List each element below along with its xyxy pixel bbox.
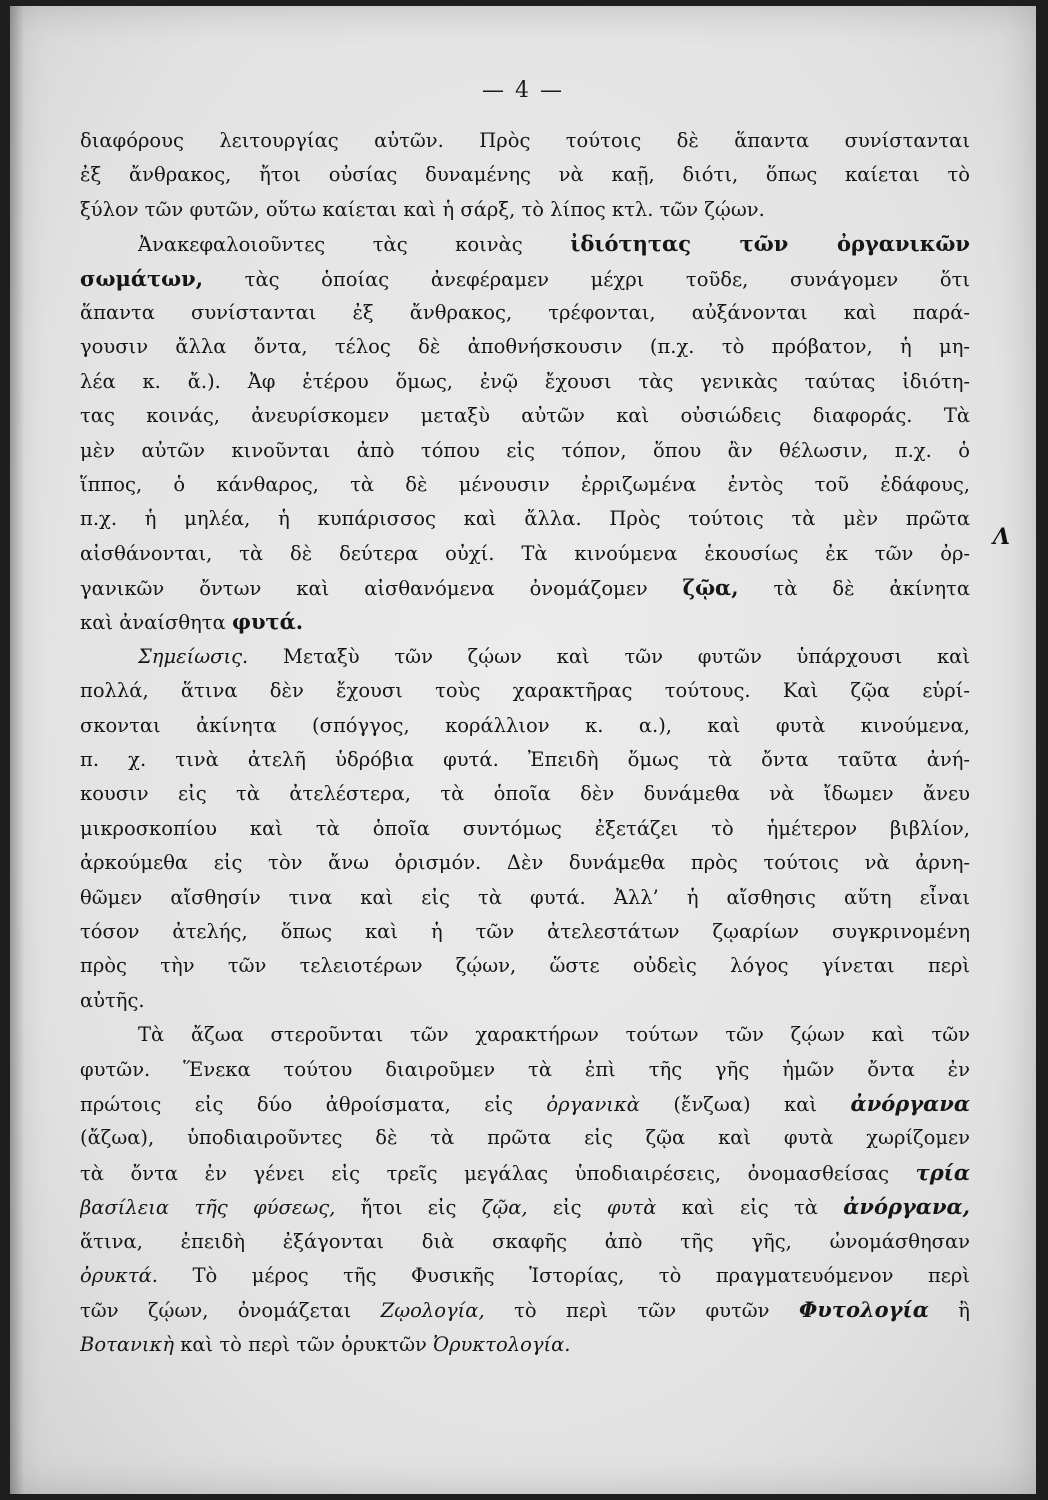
- text-run: Μεταξὺ τῶν ζῴων καὶ τῶν φυτῶν ὑπάρχουσι καὶ: [248, 644, 970, 668]
- text-run: μικροσκοπίου καὶ τὰ ὁποῖα συντόμως ἐξετάζει τὸ ἡμέτερον βιβλίον,: [80, 816, 970, 840]
- text-run: καὶ τὸ περὶ τῶν ὀρυκτῶν: [174, 1332, 434, 1356]
- text-line: [80, 846, 970, 880]
- text-line: [80, 537, 970, 571]
- text-run: τὰ δὲ ἀκίνητα: [738, 577, 970, 601]
- text-line: [80, 881, 970, 915]
- text-run: ἢ: [928, 1299, 970, 1323]
- emphasized-term: ἀνόργανα: [850, 1090, 970, 1116]
- text-line: [80, 434, 970, 468]
- text-line: [80, 1053, 970, 1087]
- emphasized-term: ἀνόργανα,: [843, 1194, 970, 1220]
- italic-term: Βοτανικὴ: [80, 1332, 174, 1356]
- text-line: [80, 1328, 970, 1362]
- text-line: [80, 296, 970, 330]
- text-run: κουσιν εἰς τὰ ἀτελέστερα, τὰ ὁποῖα δὲν δυνάμεθα νὰ ἴδωμεν ἄνευ: [80, 782, 970, 806]
- text-line: [80, 949, 970, 983]
- text-run: αὐτῆς.: [80, 988, 145, 1012]
- text-run: τας κοινάς, ἀνευρίσκομεν μεταξὺ αὐτῶν καὶ οὐσιώδεις διαφοράς. Τὰ: [80, 404, 970, 428]
- text-line: [80, 605, 970, 639]
- text-run: γανικῶν ὄντων καὶ αἰσθανόμενα ὀνομάζομεν: [80, 577, 683, 601]
- text-run: ἀρκούμεθα εἰς τὸν ἄνω ὁρισμόν. Δὲν δυνάμεθα πρὸς τούτοις νὰ ἀρνη-: [80, 851, 970, 875]
- text-line: [80, 1293, 970, 1327]
- text-line: [80, 124, 970, 158]
- text-line: [80, 1018, 970, 1052]
- emphasized-term: φυτά.: [231, 609, 304, 635]
- emphasized-term: σωμάτων,: [80, 265, 204, 291]
- italic-term: Σημείωσις.: [138, 644, 249, 668]
- text-run: (ἔνζωα) καὶ: [639, 1092, 851, 1116]
- text-line: [80, 399, 970, 433]
- text-run: λέα κ. ἄ.). Ἀφ ἑτέρου ὅμως, ἐνῷ ἔχουσι τὰς γενικὰς ταύτας ἰδιότη-: [80, 369, 970, 393]
- text-line: [80, 1156, 970, 1190]
- text-line: [80, 984, 970, 1018]
- text-line: [80, 640, 970, 674]
- italic-term: Ὀρυκτολογία.: [433, 1332, 571, 1356]
- italic-term: Ζῳολογία,: [380, 1299, 485, 1323]
- text-line: [80, 158, 970, 192]
- text-run: πολλά, ἅτινα δὲν ἔχουσι τοὺς χαρακτῆρας τούτους. Καὶ ζῷα εὑρί-: [80, 679, 970, 703]
- italic-term: ὀρυκτά.: [80, 1263, 158, 1287]
- text-run: (ἄζωα), ὑποδιαιροῦντες δὲ τὰ πρῶτα εἰς ζῷα καὶ φυτὰ χωρίζομεν: [80, 1126, 970, 1150]
- text-run: θῶμεν αἴσθησίν τινα καὶ εἰς τὰ φυτά. Ἀλλ’ ἡ αἴσθησις αὕτη εἶναι: [80, 885, 970, 909]
- emphasized-term: ζῷα,: [682, 575, 739, 601]
- text-line: [80, 1225, 970, 1259]
- text-run: ἐξ ἄνθρακος, ἤτοι οὐσίας δυναμένης νὰ καῇ, διότι, ὅπως καίεται τὸ: [80, 163, 970, 187]
- text-run: τὰ ὄντα ἐν γένει εἰς τρεῖς μεγάλας ὑποδιαιρέσεις, ὀνομασθείσας: [80, 1161, 916, 1185]
- text-line: [80, 777, 970, 811]
- text-run: καὶ εἰς τὰ: [656, 1196, 844, 1220]
- text-run: σκονται ἀκίνητα (σπόγγος, κοράλλιον κ. α.), καὶ φυτὰ κινούμενα,: [80, 713, 970, 737]
- text-run: γουσιν ἄλλα ὄντα, τέλος δὲ ἀποθνήσκουσιν (π.χ. τὸ πρόβατον, ἡ μη-: [80, 335, 970, 359]
- text-run: Ἀνακεφαλοιοῦντες τὰς κοινὰς: [138, 233, 571, 257]
- text-run: τὸ περὶ τῶν φυτῶν: [484, 1299, 799, 1323]
- italic-term: ὀργανικὰ: [546, 1092, 640, 1116]
- text-run: ἅτινα, ἐπειδὴ ἐξάγονται διὰ σκαφῆς ἀπὸ τῆς γῆς, ὠνομάσθησαν: [80, 1229, 970, 1253]
- text-run: καὶ ἀναίσθητα: [80, 611, 232, 635]
- text-line: [80, 468, 970, 502]
- text-line: [80, 502, 970, 536]
- text-run: τὰς ὁποίας ἀνεφέραμεν μέχρι τοῦδε, συνάγομεν ὅτι: [203, 267, 970, 291]
- text-run: αἰσθάνονται, τὰ δὲ δεύτερα οὐχί. Τὰ κινούμενα ἑκουσίως ἐκ τῶν ὀρ-: [80, 541, 970, 565]
- text-run: Τὸ μέρος τῆς Φυσικῆς Ἱστορίας, τὸ πραγματευόμενον περὶ: [158, 1263, 970, 1287]
- italic-term: βασίλεια τῆς φύσεως,: [80, 1196, 336, 1220]
- text-run: ἅπαντα συνίστανται ἐξ ἄνθρακος, τρέφονται, αὐξάνονται καὶ παρά-: [80, 300, 970, 324]
- text-line: [80, 330, 970, 364]
- text-run: μὲν αὐτῶν κινοῦνται ἀπὸ τόπου εἰς τόπον, ὅπου ἂν θέλωσιν, π.χ. ὁ: [80, 438, 970, 462]
- text-line: [80, 709, 970, 743]
- text-line: [80, 743, 970, 777]
- text-line: [80, 812, 970, 846]
- emphasized-term: ἰδιότητας τῶν ὀργανικῶν: [570, 231, 970, 257]
- text-run: τῶν ζῴων, ὀνομάζεται: [80, 1299, 381, 1323]
- text-run: διαφόρους λειτουργίας αὐτῶν. Πρὸς τούτοις δὲ ἅπαντα συνίστανται: [80, 129, 970, 152]
- emphasized-term: τρία: [915, 1159, 970, 1185]
- text-run: τόσον ἀτελής, ὅπως καὶ ἡ τῶν ἀτελεστάτων ζῳαρίων συγκρινομένη: [80, 919, 970, 943]
- body-text: [80, 124, 970, 1362]
- text-line: [80, 193, 970, 227]
- text-line: [80, 1087, 970, 1121]
- italic-term: ζῷα,: [481, 1196, 528, 1220]
- text-line: [80, 1259, 970, 1293]
- text-line: [80, 1121, 970, 1155]
- italic-term: φυτὰ: [606, 1196, 657, 1220]
- page-number: — 4 —: [482, 78, 564, 103]
- text-run: ξύλον τῶν φυτῶν, οὕτω καίεται καὶ ἡ σάρξ, τὸ λίπος κτλ. τῶν ζῴων.: [80, 197, 765, 221]
- text-line: [80, 915, 970, 949]
- text-run: ἵππος, ὁ κάνθαρος, τὰ δὲ μένουσιν ἐρριζωμένα ἐντὸς τοῦ ἐδάφους,: [80, 472, 970, 496]
- text-run: εἰς: [527, 1196, 607, 1220]
- text-run: π. χ. τινὰ ἀτελῆ ὑδρόβια φυτά. Ἐπειδὴ ὅμως τὰ ὄντα ταῦτα ἀνή-: [80, 748, 970, 772]
- text-run: πρὸς τὴν τῶν τελειοτέρων ζῴων, ὥστε οὐδεὶς λόγος γίνεται περὶ: [80, 954, 970, 978]
- text-run: ἤτοι εἰς: [335, 1196, 482, 1220]
- text-line: [80, 571, 970, 605]
- text-run: π.χ. ἡ μηλέα, ἡ κυπάρισσος καὶ ἄλλα. Πρὸς τούτοις τὰ μὲν πρῶτα: [80, 507, 970, 531]
- margin-mark: Λ: [992, 524, 1010, 550]
- page-edge-shadow: [10, 6, 24, 1494]
- text-run: πρώτοις εἰς δύο ἀθροίσματα, εἰς: [80, 1092, 547, 1116]
- scanned-page: [10, 6, 1036, 1494]
- text-run: Τὰ ἄζωα στεροῦνται τῶν χαρακτήρων τούτων τῶν ζῴων καὶ τῶν: [138, 1023, 970, 1047]
- text-line: [80, 1190, 970, 1224]
- emphasized-term: Φυτολογία: [798, 1297, 929, 1323]
- text-line: [80, 674, 970, 708]
- text-line: [80, 365, 970, 399]
- text-line: [80, 262, 970, 296]
- text-run: φυτῶν. Ἕνεκα τούτου διαιροῦμεν τὰ ἐπὶ τῆς γῆς ἡμῶν ὄντα ἐν: [80, 1057, 970, 1081]
- text-line: [80, 227, 970, 261]
